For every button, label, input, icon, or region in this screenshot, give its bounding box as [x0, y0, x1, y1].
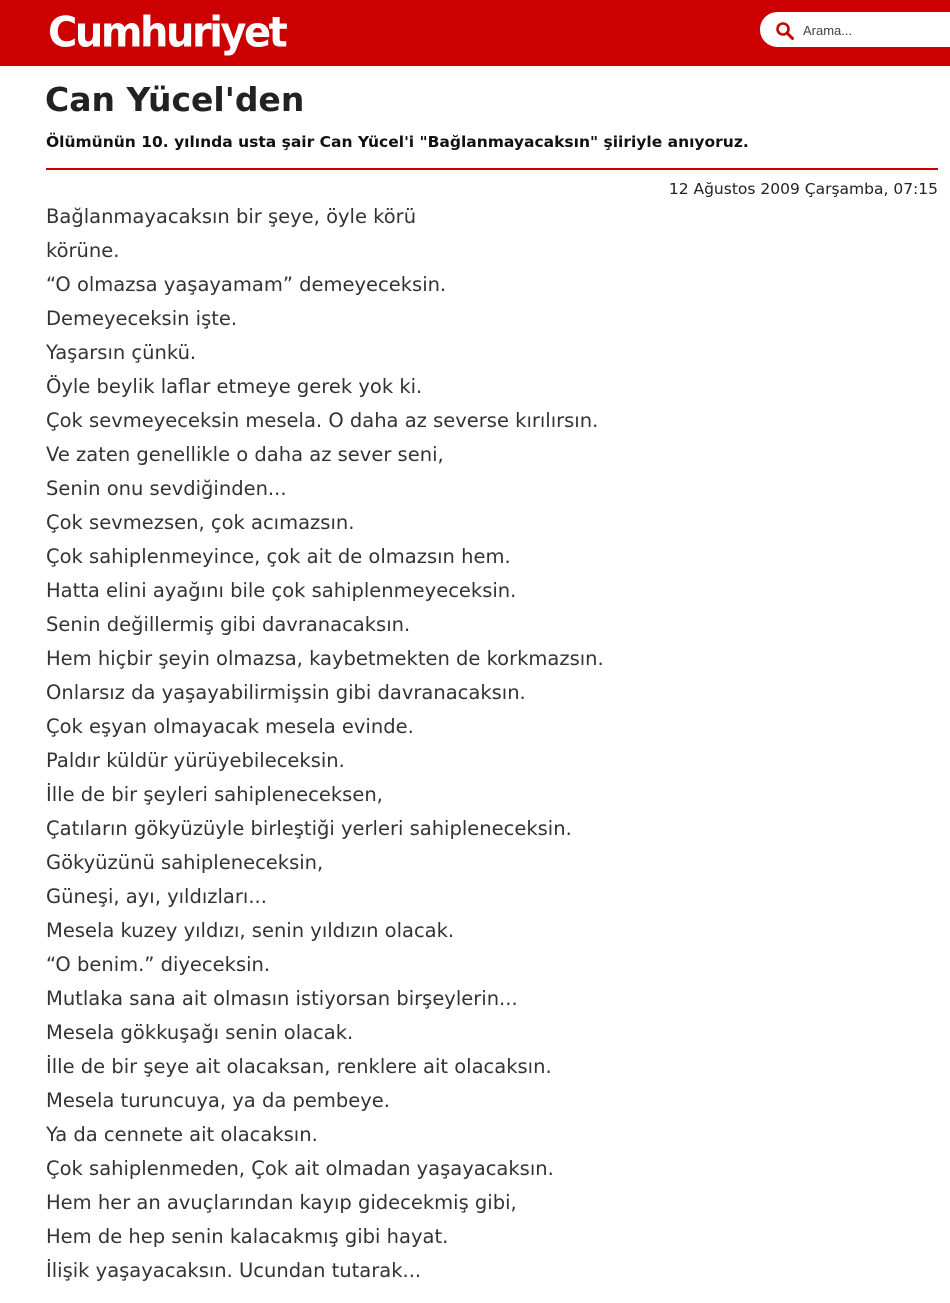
- poem-line: körüne.: [46, 239, 120, 262]
- poem-line: Mesela kuzey yıldızı, senin yıldızın olacak.: [46, 919, 455, 942]
- poem-line: Öyle beylik laflar etmeye gerek yok ki.: [46, 375, 423, 398]
- poem-line: Çok sevmezsen, çok acımazsın.: [46, 511, 355, 534]
- poem-line: Yaşarsın çünkü.: [46, 341, 197, 364]
- title-divider: [46, 168, 938, 170]
- search-box[interactable]: [760, 12, 950, 47]
- article-title: Can Yücel'den: [45, 80, 305, 119]
- poem-line: Senin onu sevdiğinden...: [46, 477, 287, 500]
- poem-line: Demeyeceksin işte.: [46, 307, 238, 330]
- poem-line: Mesela turuncuya, ya da pembeye.: [46, 1089, 390, 1112]
- poem-line: Senin değillermiş gibi davranacaksın.: [46, 613, 411, 636]
- poem-line: Mutlaka sana ait olmasın istiyorsan birşeylerin...: [46, 987, 518, 1010]
- poem-line: İlle de bir şeyleri sahipleneceksen,: [46, 783, 383, 806]
- poem-line: İlişik yaşayacaksın. Ucundan tutarak...: [46, 1259, 422, 1282]
- poem-line: Mesela gökkuşağı senin olacak.: [46, 1021, 354, 1044]
- search-icon[interactable]: [775, 21, 795, 41]
- poem-line: “O olmazsa yaşayamam” demeyeceksin.: [46, 273, 447, 296]
- poem-line: Çok sevmeyeceksin mesela. O daha az severse kırılırsın.: [46, 409, 599, 432]
- poem-line: Hem de hep senin kalacakmış gibi hayat.: [46, 1225, 449, 1248]
- poem-line: Gökyüzünü sahipleneceksin,: [46, 851, 324, 874]
- article-body: [46, 200, 926, 1288]
- site-header: [0, 0, 950, 66]
- poem-line: Çok sahiplenmeden, Çok ait olmadan yaşayacaksın.: [46, 1157, 554, 1180]
- poem-line: Onlarsız da yaşayabilirmişsin gibi davranacaksın.: [46, 681, 526, 704]
- poem-line: Ve zaten genellikle o daha az sever seni,: [46, 443, 444, 466]
- poem-line: İlle de bir şeye ait olacaksan, renklere ait olacaksın.: [46, 1055, 552, 1078]
- search-input[interactable]: [803, 19, 950, 41]
- poem-line: Ya da cennete ait olacaksın.: [46, 1123, 318, 1146]
- poem-line: Bağlanmayacaksın bir şeye, öyle körü: [46, 205, 417, 228]
- poem-line: Çok sahiplenmeyince, çok ait de olmazsın hem.: [46, 545, 511, 568]
- article-date: 12 Ağustos 2009 Çarşamba, 07:15: [668, 180, 938, 198]
- poem-line: Hem hiçbir şeyin olmazsa, kaybetmekten de korkmazsın.: [46, 647, 604, 670]
- poem-line: Hatta elini ayağını bile çok sahiplenmeyeceksin.: [46, 579, 517, 602]
- poem-line: Çatıların gökyüzüyle birleştiği yerleri sahipleneceksin.: [46, 817, 572, 840]
- poem-line: Çok eşyan olmayacak mesela evinde.: [46, 715, 414, 738]
- poem-line: Paldır küldür yürüyebileceksin.: [46, 749, 345, 772]
- poem-line: Güneşi, ayı, yıldızları...: [46, 885, 267, 908]
- article-spot: Ölümünün 10. yılında usta şair Can Yücel'i "Bağlanmayacaksın" şiiriyle anıyoruz.: [46, 133, 749, 151]
- poem-line: Hem her an avuçlarından kayıp gidecekmiş gibi,: [46, 1191, 517, 1214]
- poem-line: “O benim.” diyeceksin.: [46, 953, 271, 976]
- site-logo[interactable]: Cumhuriyet: [48, 8, 286, 58]
